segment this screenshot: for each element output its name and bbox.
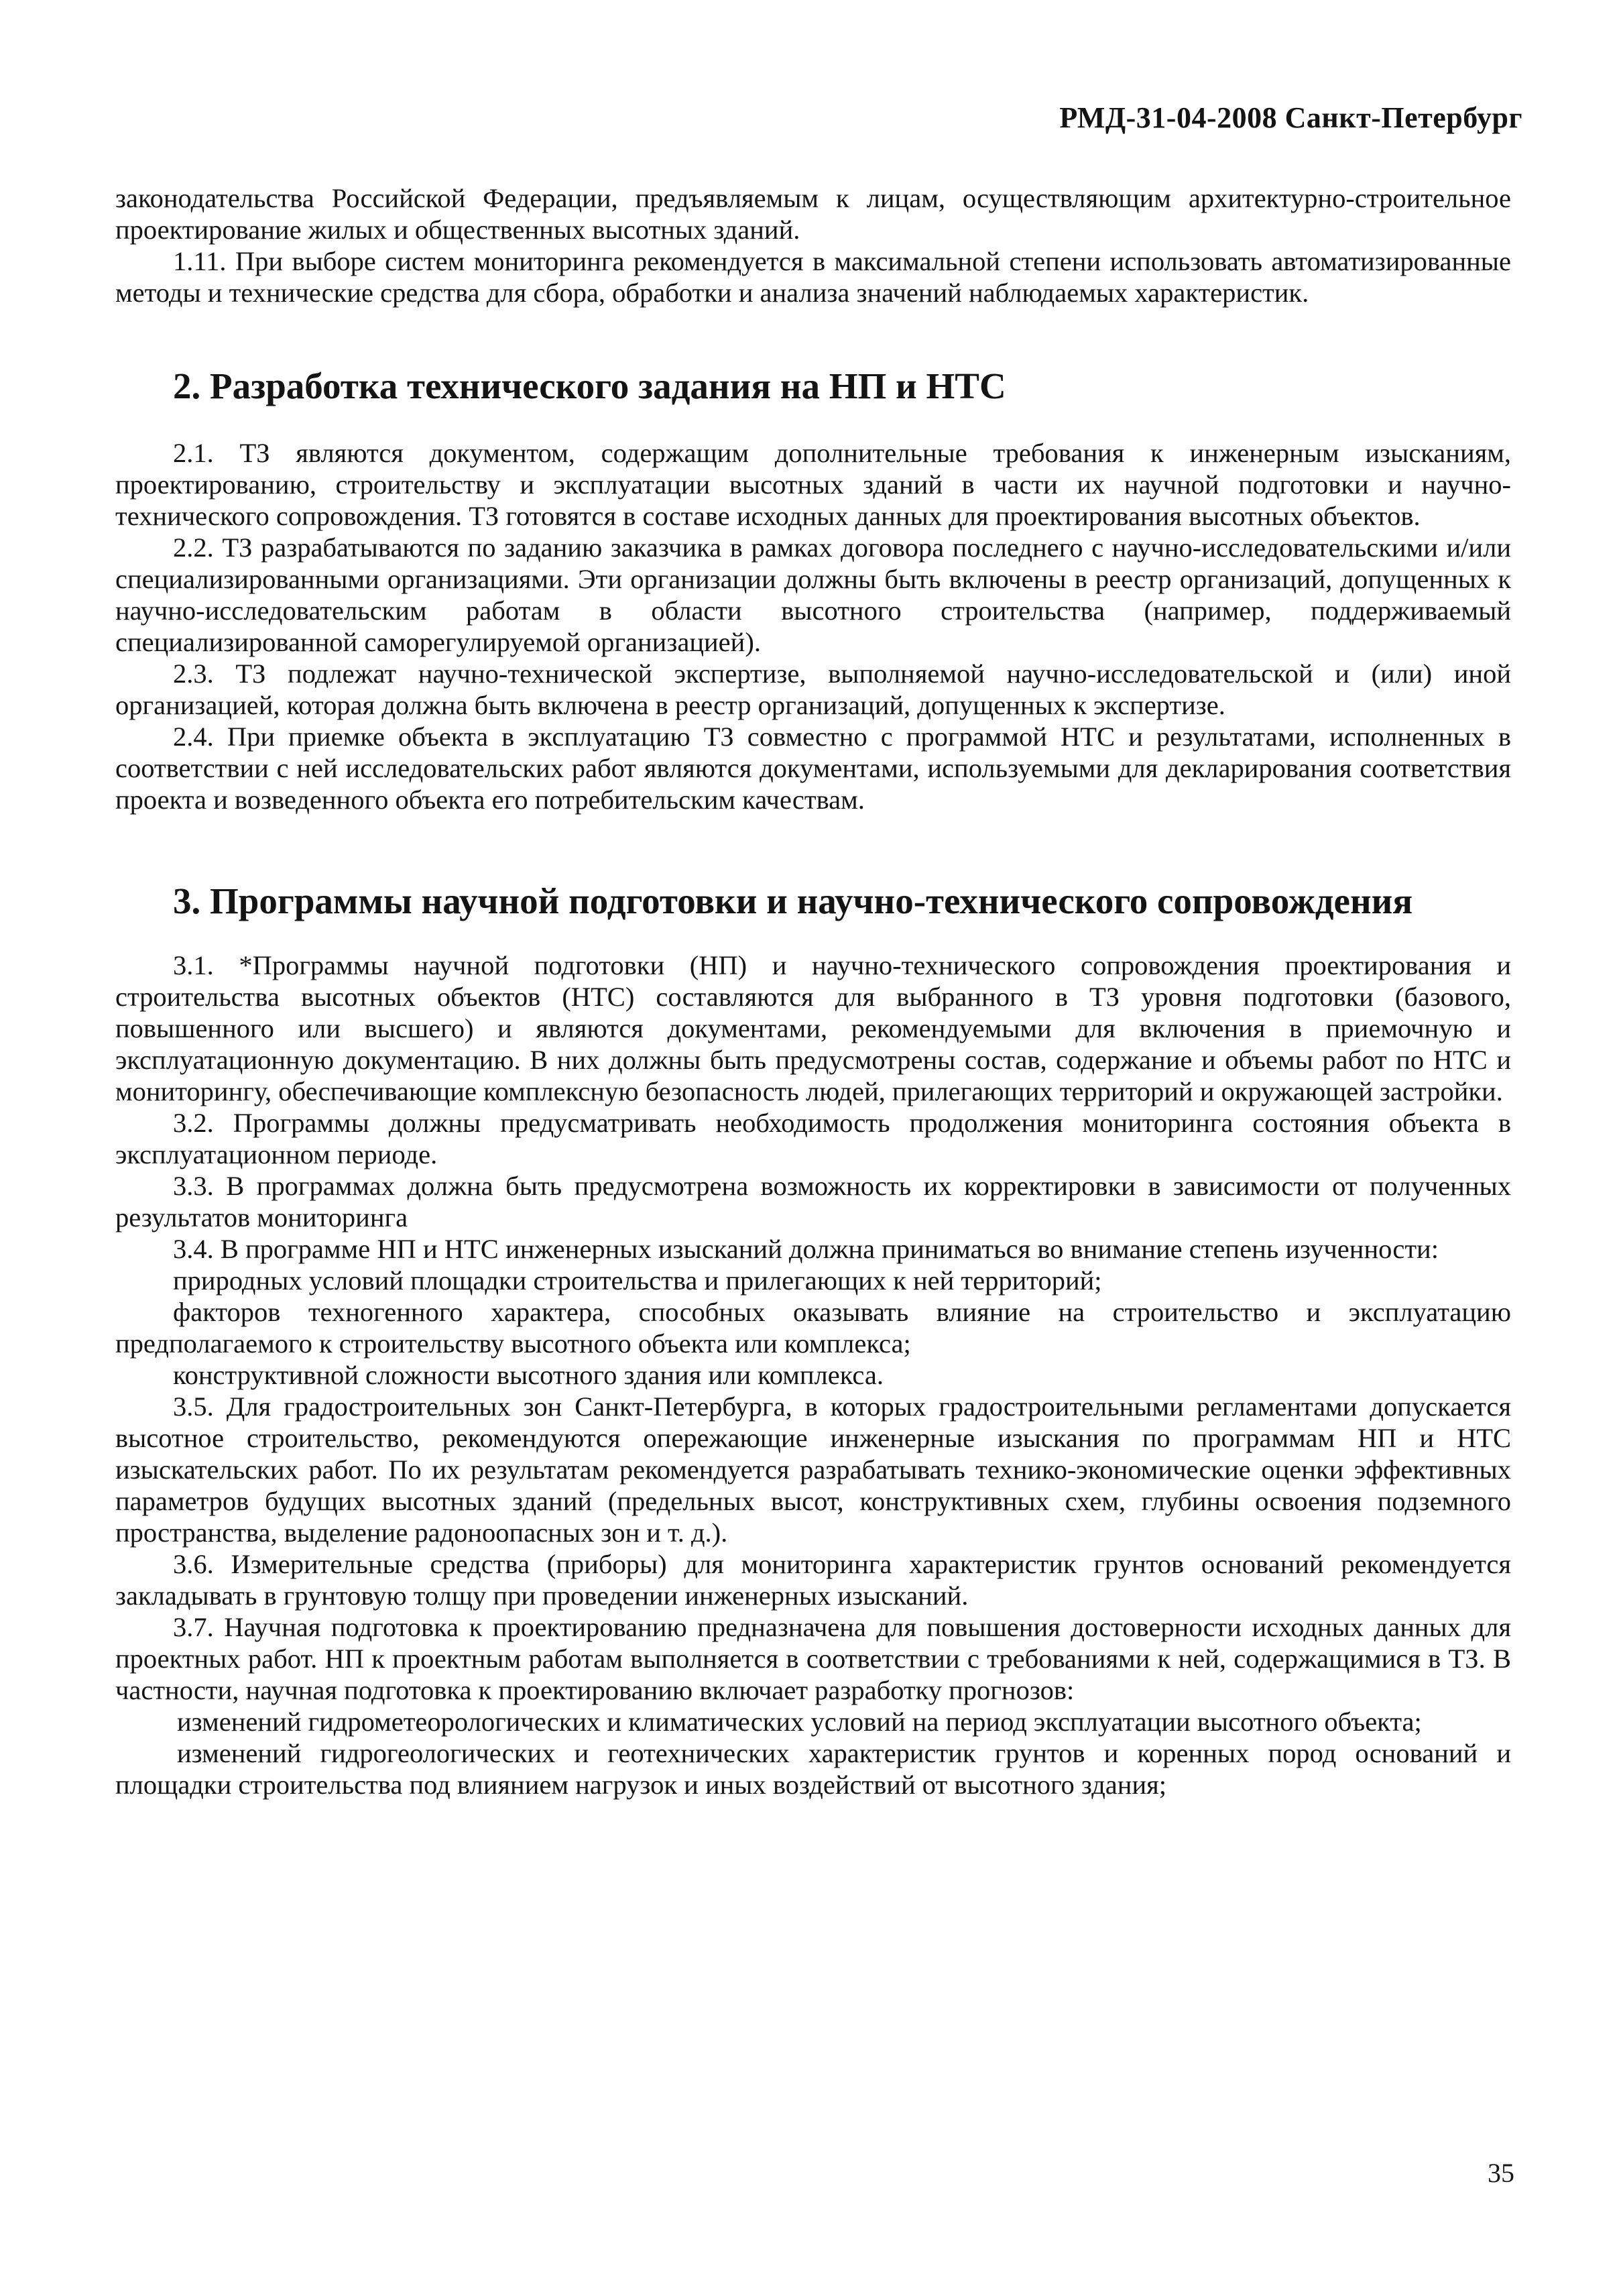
section-3-heading: 3. Программы научной подготовки и научно-технического сопровождения [173, 880, 1413, 921]
paragraph-2-3: 2.3. ТЗ подлежат научно-технической экспертизе, выполняемой научно-исследовательской и (или) иной организацией, которая должна быть включена в реестр организаций, допущенных к экспертизе. [115, 658, 1511, 720]
running-header: РМД-31-04-2008 Санкт-Петербург [1059, 101, 1522, 134]
paragraph-3-4: 3.4. В программе НП и НТС инженерных изысканий должна приниматься во внимание степень изученности: [173, 1234, 1439, 1264]
page-content [115, 182, 1511, 1800]
list-item: природных условий площадки строительства и прилегающих к ней территорий; [173, 1265, 1102, 1296]
page-number: 35 [1488, 2158, 1514, 2188]
paragraph-2-4: 2.4. При приемке объекта в эксплуатацию ТЗ совместно с программой НТС и результатами, исполненных в соответствии с ней исследовательских работ являются документами, используемыми для декларирования соответствия проекта и возведенного объекта его потребительским качествам. [115, 722, 1511, 815]
list-item: изменений гидрометеорологических и климатических условий на период эксплуатации высотного объекта; [177, 1707, 1422, 1737]
paragraph-2-1: 2.1. ТЗ являются документом, содержащим дополнительные требования к инженерным изысканиям, проектированию, строительству и эксплуатации высотных зданий в части их научной подготовки и научно-технического сопровождения. ТЗ готовятся в составе исходных данных для проектирования высотных объектов. [115, 438, 1511, 531]
paragraph-3-3: 3.3. В программах должна быть предусмотрена возможность их корректировки в зависимости от полученных результатов мониторинга [115, 1171, 1511, 1232]
list-item: изменений гидрогеологических и геотехнических характеристик грунтов и коренных пород оснований и площадки строительства под влиянием нагрузок и иных воздействий от высотного здания; [115, 1738, 1511, 1800]
paragraph-continuation: законодательства Российской Федерации, предъявляемым к лицам, осуществляющим архитектурно-строительное проектирование жилых и общественных высотных зданий. [115, 183, 1511, 245]
paragraph-3-5: 3.5. Для градостроительных зон Санкт-Петербурга, в которых градостроительными регламентами допускается высотное строительство, рекомендуются опережающие инженерные изыскания по программам НП и НТС изыскательских работ. По их результатам рекомендуется разрабатывать технико-экономические оценки эффективных параметров будущих высотных зданий (предельных высот, конструктивных схем, глубины освоения подземного пространства, выделение радоноопасных зон и т. д.). [115, 1391, 1511, 1548]
list-item: конструктивной сложности высотного здания или комплекса. [173, 1360, 884, 1390]
paragraph-3-7: 3.7. Научная подготовка к проектированию предназначена для повышения достоверности исходных данных для проектных работ. НП к проектным работам выполняется в соответствии с требованиями к ней, содержащимися в ТЗ. В частности, научная подготовка к проектированию включает разработку прогнозов: [115, 1612, 1511, 1705]
paragraph-1-11: 1.11. При выборе систем мониторинга рекомендуется в максимальной степени использовать автоматизированные методы и технические средства для сбора, обработки и анализа значений наблюдаемых характеристик. [115, 246, 1511, 308]
list-item: факторов техногенного характера, способных оказывать влияние на строительство и эксплуатацию предполагаемого к строительству высотного объекта или комплекса; [115, 1297, 1511, 1359]
section-2-heading: 2. Разработка технического задания на НП и НТС [173, 365, 1006, 406]
paragraph-3-6: 3.6. Измерительные средства (приборы) для мониторинга характеристик грунтов оснований рекомендуется закладывать в грунтовую толщу при проведении инженерных изысканий. [115, 1549, 1511, 1611]
paragraph-3-2: 3.2. Программы должны предусматривать необходимость продолжения мониторинга состояния объекта в эксплуатационном периоде. [115, 1108, 1511, 1169]
paragraph-3-1: 3.1. *Программы научной подготовки (НП) и научно-технического сопровождения проектирования и строительства высотных объектов (НТС) составляются для выбранного в ТЗ уровня подготовки (базового, повышенного или высшего) и являются документами, рекомендуемыми для включения в приемочную и эксплуатационную документацию. В них должны быть предусмотрены состав, содержание и объемы работ по НТС и мониторингу, обеспечивающие комплексную безопасность людей, прилегающих территорий и окружающей застройки. [115, 950, 1511, 1106]
paragraph-2-2: 2.2. ТЗ разрабатываются по заданию заказчика в рамках договора последнего с научно-исследовательскими и/или специализированными организациями. Эти организации должны быть включены в реестр организаций, допущенных к научно-исследовательским работам в области высотного строительства (например, поддерживаемый специализированной саморегулируемой организацией). [115, 532, 1511, 657]
